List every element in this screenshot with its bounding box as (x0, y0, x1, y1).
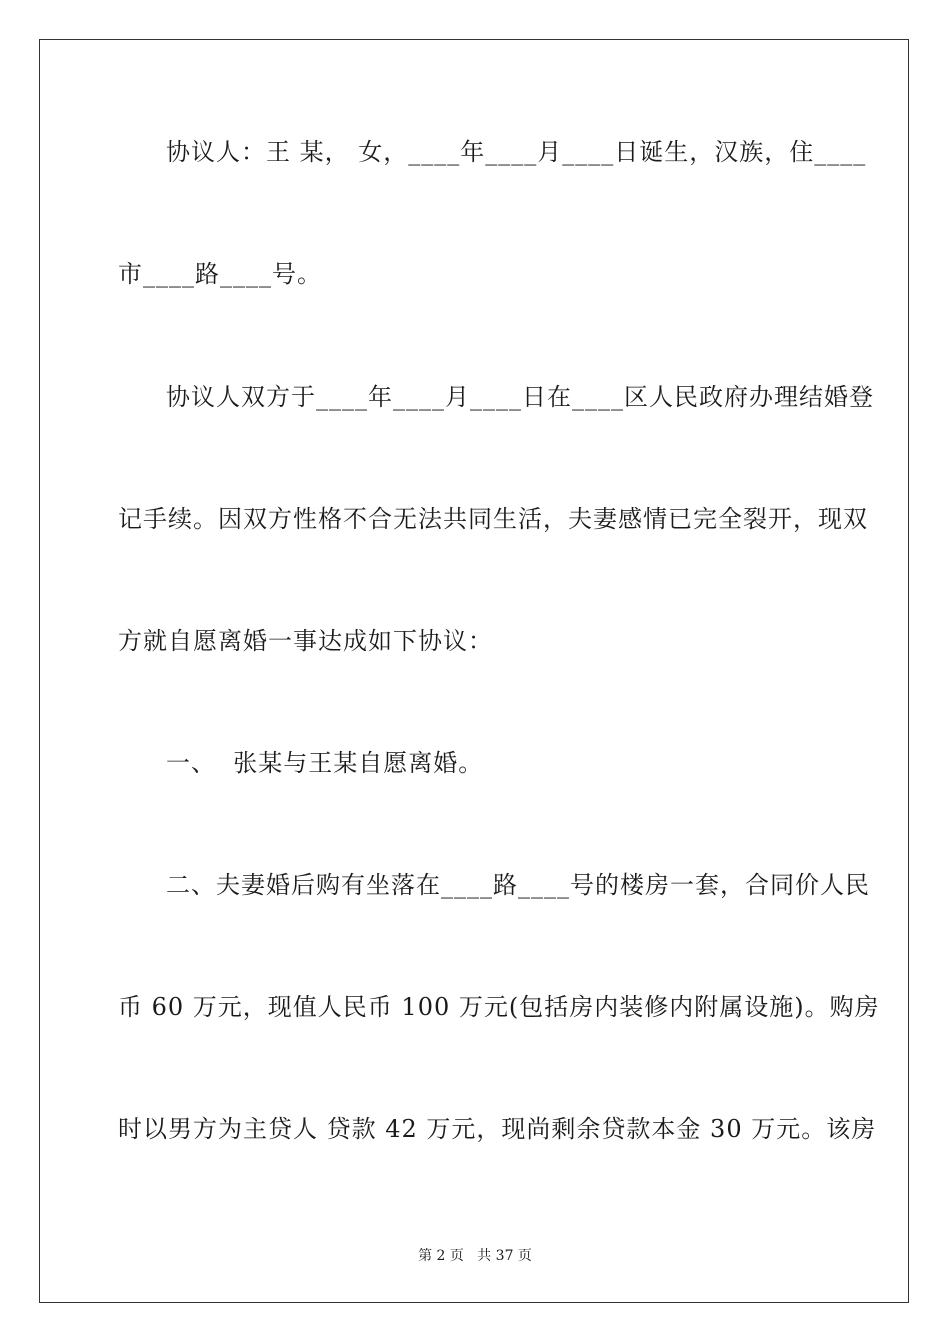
clause-two-line-3: 时以男方为主贷人 贷款 42 万元，现尚剩余贷款本金 30 万元。该房 (118, 1115, 877, 1143)
clause-two-line-1: 二、夫妻婚后购有坐落在____路____号的楼房一套，合同价人民 (166, 871, 870, 899)
clause-two-line-2: 币 60 万元，现值人民币 100 万元(包括房内装修内附属设施)。购房 (118, 993, 880, 1021)
paragraph-line-1: 协议人：王 某， 女，____年____月____日诞生，汉族，住____ (166, 138, 867, 166)
paragraph-line-4: 记手续。因双方性格不合无法共同生活，夫妻感情已完全裂开，现双 (118, 505, 868, 533)
paragraph-line-3: 协议人双方于____年____月____日在____区人民政府办理结婚登 (166, 383, 874, 411)
paragraph-line-2: 市____路____号。 (118, 260, 322, 288)
paragraph-line-5: 方就自愿离婚一事达成如下协议： (118, 627, 493, 655)
page-number-footer: 第 2 页 共 37 页 (418, 1248, 532, 1264)
clause-one: 一、 张某与王某自愿离婚。 (166, 749, 484, 777)
